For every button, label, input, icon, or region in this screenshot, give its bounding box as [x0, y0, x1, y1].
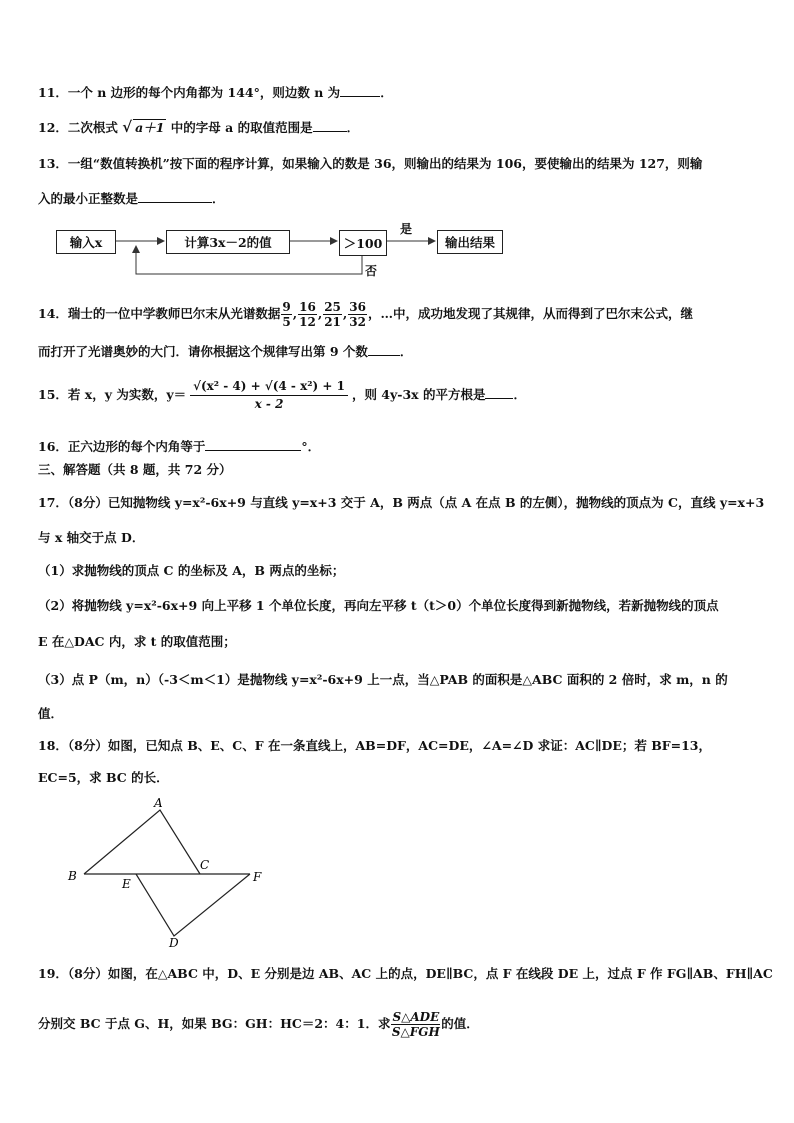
label-e: E — [122, 877, 131, 891]
fraction-2 — [298, 300, 317, 329]
question-12-suffix: 中的字母 a 的取值范围是 — [166, 120, 313, 135]
radicand: a＋1 — [135, 120, 165, 135]
question-13-text: 入的最小正整数是 — [38, 191, 139, 206]
label-c: C — [200, 858, 210, 872]
triangle-abc — [84, 810, 200, 874]
question-13-line-2 — [38, 190, 225, 207]
numerator: 9 — [282, 300, 291, 314]
label-d: D — [169, 936, 179, 950]
question-18-line-1: 18．（8分）如图，已知点 B、E、C、F 在一条直线上，AB=DF，AC=DE，∠A=∠D 求证：AC∥DE；若 BF=13， — [38, 738, 712, 753]
flow-output-box: 输出结果 — [437, 230, 503, 254]
numerator: 16 — [299, 300, 316, 314]
question-12-prefix: 12．二次根式 — [38, 120, 118, 135]
flow-input-box: 输入x — [56, 230, 116, 254]
fraction-3 — [323, 300, 342, 329]
label-a: A — [154, 796, 163, 810]
question-17-part-2b: E 在△DAC 内，求 t 的取值范围； — [38, 634, 236, 649]
question-17-line-1: 17．（8分）已知抛物线 y=x²-6x+9 与直线 y=x+3 交于 A，B 两点（点 A 在点 B 的左侧），抛物线的顶点为 C，直线 y=x+3 — [38, 495, 765, 510]
period: ． — [399, 344, 413, 359]
question-15-prefix: 15．若 x，y 为实数，y＝ — [38, 387, 187, 402]
question-11-text: 11．一个 n 边形的每个内角都为 144°，则边数 n 为 — [38, 85, 341, 100]
area-denominator: S△FGH — [391, 1025, 440, 1039]
answer-blank[interactable] — [368, 343, 400, 356]
question-19-line-2 — [38, 1010, 479, 1039]
period: ． — [380, 85, 393, 100]
formula-numerator: √(x² - 4) + √(4 - x²) + 1 — [190, 378, 348, 396]
label-b: B — [68, 869, 77, 883]
fraction-1 — [281, 300, 291, 329]
area-numerator: S△ADE — [392, 1010, 440, 1024]
flowchart — [44, 222, 514, 282]
label-f: F — [253, 870, 262, 884]
answer-blank[interactable] — [138, 190, 212, 203]
question-12 — [38, 119, 359, 136]
denominator: 12 — [299, 315, 316, 329]
question-19-suffix: 的值． — [441, 1016, 479, 1031]
numerator: 25 — [324, 300, 341, 314]
flow-yes-label: 是 — [400, 222, 413, 236]
question-17-line-2: 与 x 轴交于点 D． — [38, 530, 145, 545]
period: ． — [346, 120, 360, 135]
question-15-suffix: ，则 4y-3x 的平方根是 — [351, 387, 486, 402]
flow-compare-box: ＞100 — [339, 230, 387, 256]
sqrt-sign: √ — [122, 118, 133, 136]
flow-compute-box: 计算3x－2的值 — [166, 230, 290, 254]
numerator: 36 — [349, 300, 366, 314]
formula-denominator: x - 2 — [254, 397, 284, 411]
question-14-suffix: ，…中，成功地发现了其规律，从而得到了巴尔末公式，继 — [367, 306, 693, 321]
fraction-4 — [348, 300, 367, 329]
question-15 — [38, 378, 526, 413]
answer-blank[interactable] — [340, 84, 380, 97]
question-17-part-1: （1）求抛物线的顶点 C 的坐标及 A，B 两点的坐标； — [38, 563, 345, 578]
question-14-line-1: 14．瑞士的一位中学教师巴尔末从光谱数据 $\frac{9}{5}$ , $\frac{16}{12}$ , $\frac{25}{21}$ , $\frac{36}{32}$ ，…中，成功地发现了其规律，从而得到了巴尔末公式，继 — [38, 300, 693, 329]
question-17-part-2a: （2）将抛物线 y=x²-6x+9 向上平移 1 个单位长度，再向左平移 t（t＞0）个单位长度得到新抛物线，若新抛物线的顶点 — [38, 598, 719, 613]
answer-blank[interactable] — [485, 386, 513, 399]
answer-blank[interactable] — [313, 119, 347, 132]
period: ． — [212, 191, 225, 206]
degree-period: °． — [301, 439, 321, 454]
denominator: 32 — [349, 315, 366, 329]
section-heading: 三、解答题（共 8 题，共 72 分） — [38, 462, 232, 477]
triangle-def — [136, 874, 250, 936]
question-17-part-3a: （3）点 P（m，n）（-3＜m＜1）是抛物线 y=x²-6x+9 上一点，当△PAB 的面积是△ABC 面积的 2 倍时，求 m，n 的 — [38, 672, 728, 687]
question-18-line-2: EC=5，求 BC 的长． — [38, 770, 169, 785]
question-16-text: 16．正六边形的每个内角等于 — [38, 439, 206, 454]
question-16 — [38, 438, 320, 455]
question-17-part-3b: 值． — [38, 706, 64, 721]
question-19-prefix: 分别交 BC 于点 G、H，如果 BG：GH：HC＝2：4：1．求 — [38, 1016, 391, 1031]
answer-blank[interactable] — [205, 438, 301, 451]
area-ratio-fraction — [391, 1010, 440, 1039]
question-14-line-2 — [38, 343, 412, 360]
denominator: 21 — [324, 315, 341, 329]
formula-fraction — [190, 378, 348, 413]
triangle-figure — [60, 792, 280, 952]
period: ． — [513, 387, 526, 402]
question-14-prefix: 14．瑞士的一位中学教师巴尔末从光谱数据 — [38, 306, 281, 321]
question-11 — [38, 84, 393, 101]
question-14-text: 而打开了光谱奥妙的大门．请你根据这个规律写出第 9 个数 — [38, 344, 368, 359]
question-13-line-1: 13．一组“数值转换机”按下面的程序计算，如果输入的数是 36，则输出的结果为 106，要使输出的结果为 127，则输 — [38, 156, 703, 171]
flow-no-label: 否 — [365, 264, 378, 278]
question-19-line-1: 19．（8分）如图，在△ABC 中，D、E 分别是边 AB、AC 上的点，DE∥BC，点 F 在线段 DE 上，过点 F 作 FG∥AB、FH∥AC — [38, 966, 773, 981]
denominator: 5 — [282, 315, 291, 329]
